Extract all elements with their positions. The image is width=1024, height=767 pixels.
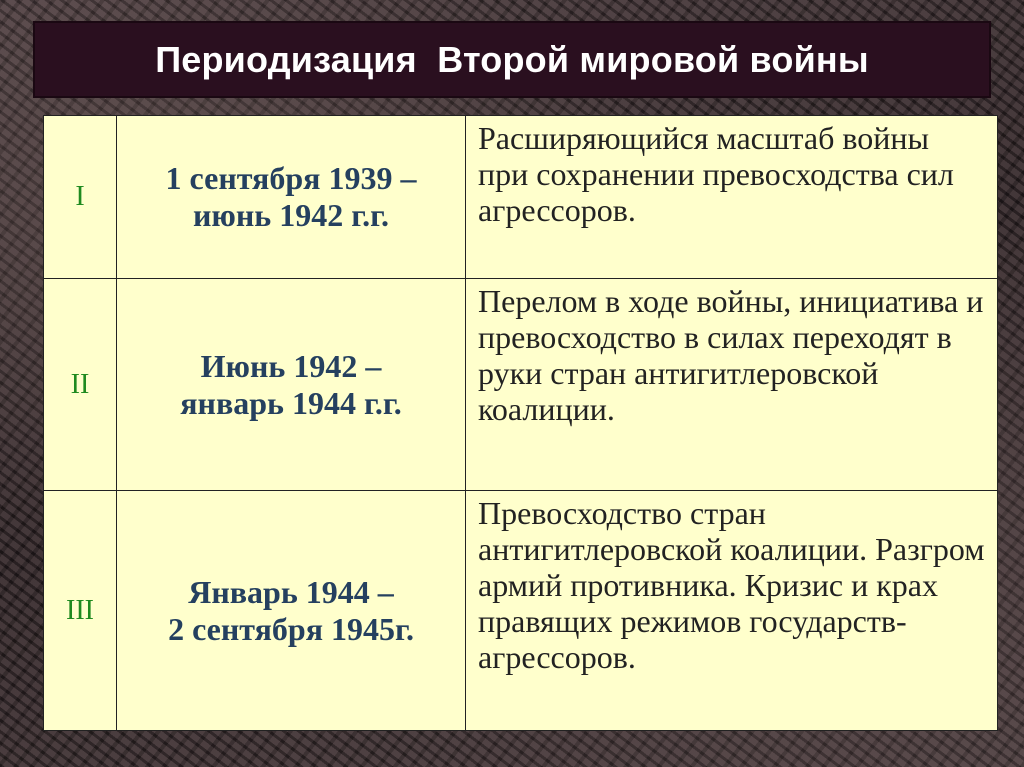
period-date-end: июнь 1942 г.г. — [192, 197, 390, 233]
period-numeral: I — [44, 116, 117, 279]
period-date-start: Январь 1944 – — [188, 573, 394, 610]
period-date-start: 1 сентября 1939 – — [165, 160, 417, 196]
period-dates — [117, 279, 466, 491]
period-date-end: январь 1944 г.г. — [180, 384, 402, 421]
period-dates — [117, 116, 466, 279]
page-title: Периодизация Второй мировой войны — [155, 38, 869, 80]
table-row — [44, 491, 998, 731]
table-row — [44, 279, 998, 491]
period-description: Превосходство стран антигитлеровской коалиции. Разгром армий противника. Кризис и крах правящих режимов государств-агрессоров. — [466, 491, 998, 731]
period-description: Расширяющийся масштаб войны при сохранении превосходства сил агрессоров. — [466, 116, 998, 279]
table-row — [44, 116, 998, 279]
title-bar — [33, 21, 991, 98]
period-description: Перелом в ходе войны, инициатива и превосходство в силах переходят в руки стран антигитлеровской коалиции. — [466, 279, 998, 491]
period-date-start: Июнь 1942 – — [200, 347, 382, 384]
period-dates — [117, 491, 466, 731]
period-numeral: III — [44, 491, 117, 731]
periodization-table — [43, 115, 998, 731]
period-date-end: 2 сентября 1945г. — [168, 610, 414, 647]
period-numeral: II — [44, 279, 117, 491]
